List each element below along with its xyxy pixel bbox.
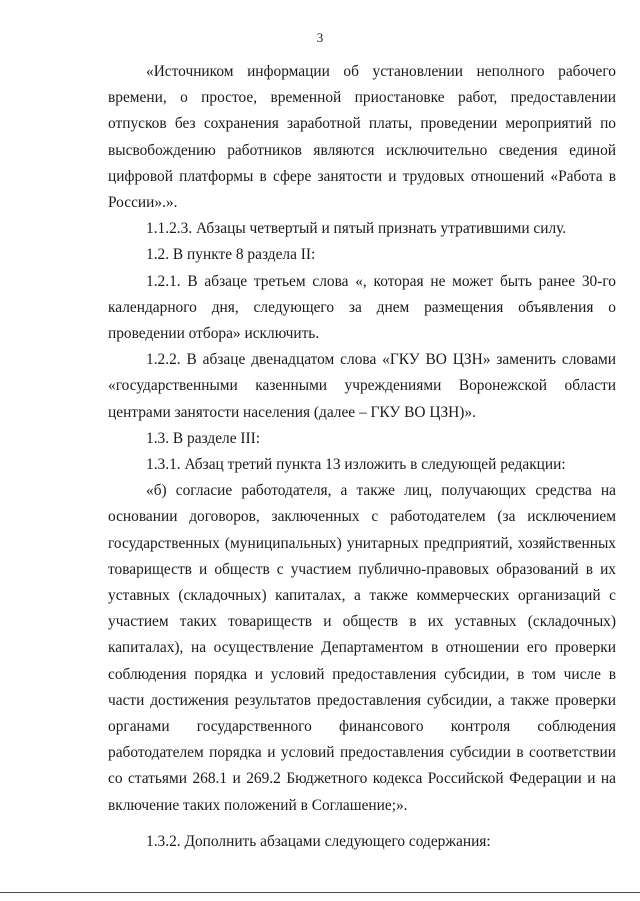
paragraph-1-2-1: 1.2.1. В абзаце третьем слова «, которая не может быть ранее 30-го календарного дня, следующего за днем размещения объявления о проведении отбора» исключить.: [108, 272, 616, 343]
paragraph-1-1-2-3: 1.1.2.3. Абзацы четвертый и пятый признать утратившими силу.: [146, 220, 567, 238]
paragraph-1-3: 1.3. В разделе III:: [146, 429, 261, 447]
paragraph-1-2-2: 1.2.2. В абзаце двенадцатом слова «ГКУ ВО ЦЗН» заменить словами «государственными казенными учреждениями Воронежской области центрами занятости населения (далее – ГКУ ВО ЦЗН)».: [108, 351, 616, 421]
bottom-divider: [0, 892, 640, 893]
document-body: [108, 59, 616, 855]
page-number: 3: [316, 30, 324, 45]
paragraph-1-3-2: 1.3.2. Дополнить абзацами следующего содержания:: [146, 832, 491, 850]
paragraph-1-2: 1.2. В пункте 8 раздела II:: [146, 246, 316, 264]
paragraph-information-source: «Источником информации об установлении неполного рабочего времени, о простое, временной приостановке работ, предоставлении отпусков без сохранения заработной платы, проведении мероприятий по высвобождению работников являются исключительно сведения единой цифровой платформы в сфере занятости и трудовых отношений «Работа в России».».: [108, 63, 616, 212]
paragraph-1-3-1: 1.3.1. Абзац третий пункта 13 изложить в следующей редакции:: [146, 456, 566, 474]
paragraph-b-consent: «б) согласие работодателя, а также лиц, получающих средства на основании договоров, заключенных с работодателем (за исключением государственных (муниципальных) унитарных предприятий, хозяйственных товариществ и обществ с участием публично-правовых образований в их уставных (складочных) капиталах, а также коммерческих организаций с участием таких товариществ и обществ в их уставных (складочных) капиталах), на осуществление Департаментом в отношении его проверки соблюдения порядка и условий предоставления субсидии, в том числе в части достижения результатов предоставления субсидии, а также проверки органами государственного финансового контроля соблюдения работодателем порядка и условий предоставления субсидии в соответствии со статьями 268.1 и 269.2 Бюджетного кодекса Российской Федерации и на включение таких положений в Соглашение;».: [108, 482, 616, 814]
